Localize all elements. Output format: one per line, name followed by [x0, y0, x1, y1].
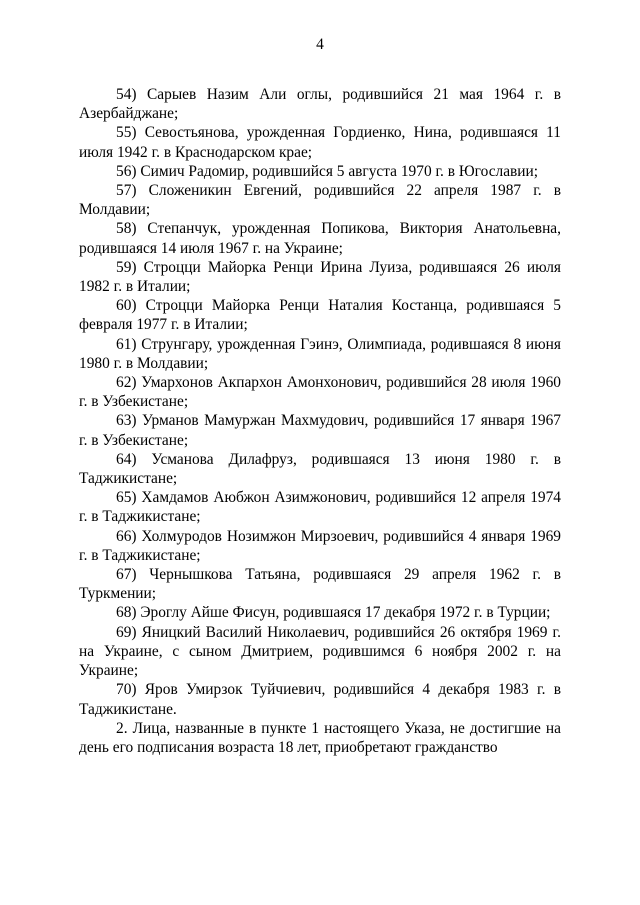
list-item-63: 63) Урманов Мамуржан Махмудович, родившийся 17 января 1967 г. в Узбекистане; [79, 412, 561, 449]
list-item-68: 68) Эроглу Айше Фисун, родившаяся 17 декабря 1972 г. в Турции; [116, 604, 551, 622]
list-item-65: 65) Хамдамов Аюбжон Азимжонович, родившийся 12 апреля 1974 г. в Таджикистане; [79, 489, 561, 526]
list-item-57: 57) Сложеникин Евгений, родившийся 22 апреля 1987 г. в Молдавии; [79, 182, 561, 219]
list-item-60: 60) Строцци Майорка Ренци Наталия Костанца, родившаяся 5 февраля 1977 г. в Италии; [79, 297, 561, 334]
list-item-58: 58) Степанчук, урожденная Попикова, Виктория Анатольевна, родившаяся 14 июля 1967 г. на Украине; [79, 220, 561, 257]
list-item-69: 69) Яницкий Василий Николаевич, родившийся 26 октября 1969 г. на Украине, с сыном Дмитрием, родившимся 6 ноября 2002 г. на Украине; [79, 623, 561, 680]
list-item-56: 56) Симич Радомир, родившийся 5 августа 1970 г. в Югославии; [116, 162, 539, 180]
list-item-70: 70) Яров Умирзок Туйчиевич, родившийся 4 декабря 1983 г. в Таджикистане. [79, 681, 561, 718]
list-item-67: 67) Чернышкова Татьяна, родившаяся 29 апреля 1962 г. в Туркмении; [79, 566, 561, 603]
list-item-59: 59) Строцци Майорка Ренци Ирина Луиза, родившаяся 26 июля 1982 г. в Италии; [79, 258, 561, 296]
document-body [79, 85, 561, 757]
list-item-64: 64) Усманова Дилафруз, родившаяся 13 июня 1980 г. в Таджикистане; [79, 450, 561, 488]
list-item-66: 66) Холмуродов Нозимжон Мирзоевич, родившийся 4 января 1969 г. в Таджикистане; [79, 527, 561, 564]
list-item-55: 55) Севостьянова, урожденная Гордиенко, Нина, родившаяся 11 июля 1942 г. в Краснодарском крае; [79, 124, 561, 161]
list-item-62: 62) Умархонов Акпархон Амонхонович, родившийся 28 июля 1960 г. в Узбекистане; [79, 374, 561, 411]
page-number: 4 [316, 36, 324, 53]
list-item-54: 54) Сарыев Назим Али оглы, родившийся 21 мая 1964 г. в Азербайджане; [79, 86, 561, 123]
section-2-paragraph: 2. Лица, названные в пункте 1 настоящего Указа, не достигшие на день его подписания возраста 18 лет, приобретают гражданство [79, 719, 561, 756]
list-item-61: 61) Струнгару, урожденная Гэинэ, Олимпиада, родившаяся 8 июня 1980 г. в Молдавии; [79, 335, 561, 372]
